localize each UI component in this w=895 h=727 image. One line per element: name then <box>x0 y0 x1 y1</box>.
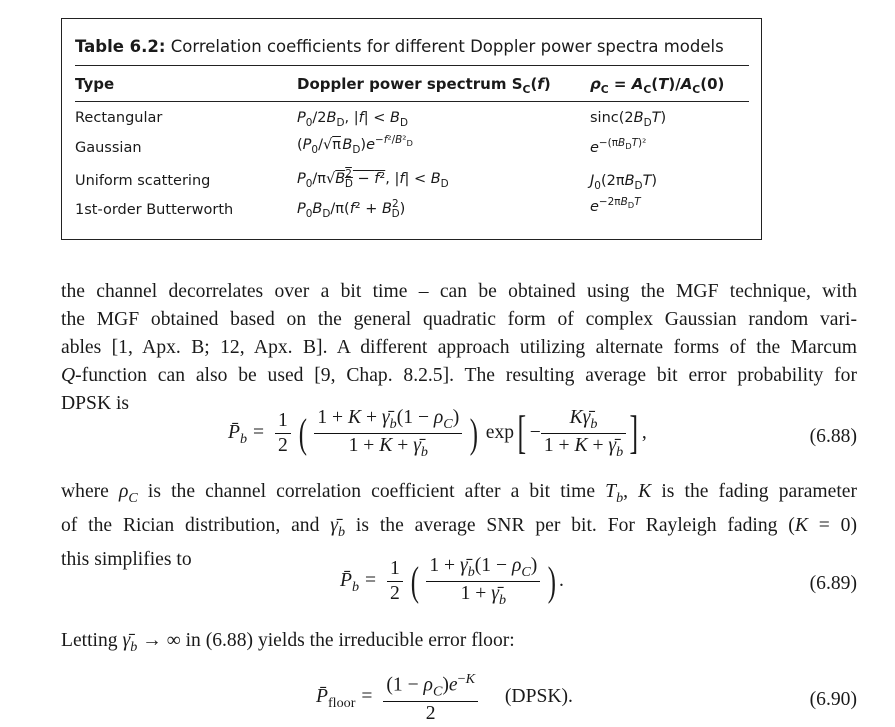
paragraph-1 <box>61 278 857 418</box>
equation-6-90: $P̄_{floor}$ = $\frac{(1 - \rho_C)e^{-K}}{2}$ (DPSK). <box>316 671 573 724</box>
equation-number-6-88: (6.88) <box>809 426 857 447</box>
row-rectangular-type: Rectangular <box>75 110 163 126</box>
paragraph-3 <box>61 627 857 661</box>
table-rule-top <box>75 65 749 66</box>
eq-6-90-label: (DPSK). <box>504 686 573 708</box>
p2-line-1: where $\rho_C$ is the channel correlation coefficient after a bit time $T_b$, K is the fading parameter <box>61 481 858 506</box>
equation-6-89: $P̄_b$ = $\frac{1}{2}$ ( $\frac{1 + \gammā_b(1 - \rho_C)}{1 + \gammā_b}$ ) . <box>340 555 564 608</box>
equation-number-6-89: (6.89) <box>809 573 857 594</box>
p1-line-4: Q-function can also be used [9, Chap. 8.2.5]. The resulting average bit error probability for <box>61 365 857 386</box>
row-gaussian-type: Gaussian <box>75 140 142 156</box>
table-rule-mid <box>75 101 749 102</box>
p4-line-1: Letting $\gammā_b$ → ∞ in (6.88) yields the irreducible error floor: <box>61 630 515 655</box>
p1-line-2: the MGF obtained based on the general quadratic form of complex Gaussian random vari- <box>61 309 857 330</box>
row-uniform-spectrum: $P_0/\pi√B^2_D - f^2$, $|f| < B_D$ <box>297 167 449 190</box>
table-caption-text: Correlation coefficients for different Doppler power spectra models <box>170 37 724 56</box>
table-6-2 <box>61 18 762 240</box>
table-caption-label: Table 6.2: <box>75 37 166 56</box>
p1-line-1: the channel decorrelates over a bit time – can be obtained using the MGF technique, with <box>61 281 857 302</box>
table-caption <box>75 37 724 56</box>
header-spectrum: Doppler power spectrum $S_C(f)$ <box>297 75 551 96</box>
p2-line-3: this simplifies to <box>61 548 192 570</box>
p1-line-3: ables [1, Apx. B; 12, Apx. B]. A different approach utilizing alternate forms of the Marcum <box>61 337 857 358</box>
p2-line-2: of the Rician distribution, and $\gammā_b$ is the average SNR per bit. For Rayleigh fading (K = 0) <box>61 514 857 540</box>
row-gaussian-spectrum: ($P_0/√\pi$ $B_D)e^{-f^2/B^2_D}$ <box>297 133 413 156</box>
row-butterworth-spectrum: $P_0B_D/\pi(f^2 + B^2_D)$ <box>297 197 406 220</box>
row-rectangular-rho: $\sin c(2B_DT)$ <box>590 110 667 129</box>
equation-number-6-90: (6.90) <box>809 689 857 710</box>
row-rectangular-spectrum: $P_0/2B_D$, $|f| < B_D$ <box>297 110 409 129</box>
equation-6-88: $P̄_b$ = $\frac{1}{2}$ ( $\frac{1 + K + \gammā_b(1 - \rho_C)}{1 + K + \gammā_b}$ ) exp[ − $\frac{K\gammā_b}{1 + K + \gammā_b}$ ] , <box>228 406 647 460</box>
row-uniform-type: Uniform scattering <box>75 173 211 189</box>
row-butterworth-rho: $e^{-2\pi B_DT}$ <box>590 195 641 215</box>
row-uniform-rho: $J_0(2\pi B_DT)$ <box>590 173 658 192</box>
p1-line-5: DPSK is <box>61 393 130 414</box>
header-type: Type <box>75 75 115 93</box>
row-butterworth-type: 1st-order Butterworth <box>75 202 234 218</box>
row-gaussian-rho: $e^{-(\pi B_DT)^2}$ <box>590 136 647 156</box>
header-rho: $\rho_C = A_C(T)/A_C(0)$ <box>590 75 725 96</box>
